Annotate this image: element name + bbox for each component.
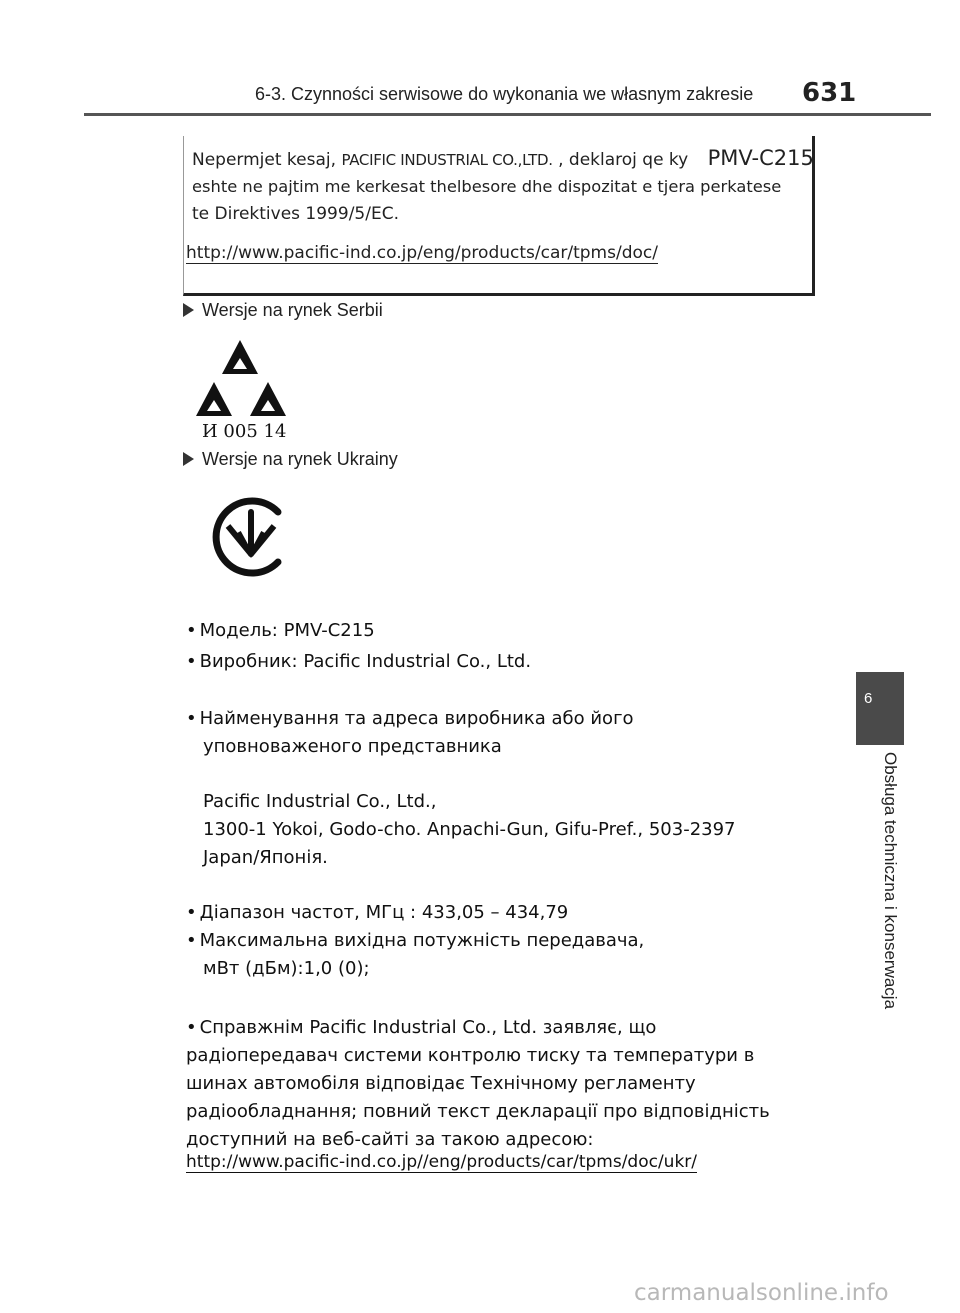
ukr-representative-line-1: • Найменування та адреса виробника або його (186, 708, 634, 729)
albania-line-2: eshte ne pajtim me kerkesat thelbesore dhe dispozitat e tjera perkatese (192, 177, 782, 196)
ukr-declaration-line-5: доступний на веб-сайті за такою адресою: (186, 1129, 594, 1150)
serbia-variant-label: Wersje na rynek Serbii (202, 300, 383, 320)
header-title: 6-3. Czynności serwisowe do wykonania we własnym zakresie (255, 84, 754, 104)
albania-line-1-tail: , deklaroj qe ky (552, 150, 689, 170)
ukr-power-line-1: • Максимальна вихідна потужність передавача, (186, 930, 644, 951)
ukraine-conformity-mark-icon (208, 494, 294, 580)
ukr-representative-line-2: уповноваженого представника (203, 736, 502, 757)
albania-url[interactable] (186, 243, 658, 263)
ukraine-variant-heading (183, 449, 398, 470)
triangle-bullet-icon (183, 452, 194, 466)
albania-model: PMV-C215 (707, 146, 814, 170)
ukr-power-line-2: мВт (дБм):1,0 (0); (203, 958, 370, 979)
ukr-declaration-line-2: радіопередавач системи контролю тиску та температури в (186, 1045, 755, 1066)
ukr-declaration-line-1: • Справжнім Pacific Industrial Co., Ltd. заявляє, що (186, 1017, 656, 1038)
watermark: carmanualsonline.info (634, 1280, 889, 1306)
header-rule (84, 113, 931, 116)
albania-notice-box (183, 136, 815, 296)
albania-url-text[interactable]: http://www.pacific-ind.co.jp/eng/products/car/tpms/doc/ (186, 243, 658, 263)
page-number: 631 (802, 78, 857, 108)
serbia-variant-heading (183, 300, 383, 321)
chapter-tab-number: 6 (864, 690, 873, 707)
ukr-manufacturer: • Виробник: Pacific Industrial Co., Ltd. (186, 651, 531, 672)
chapter-side-label: Obsługa techniczna i konserwacja (881, 752, 900, 1010)
ukraine-variant-label: Wersje na rynek Ukrainy (202, 449, 398, 469)
ukr-declaration-line-4: радіообладнання; повний текст декларації про відповідність (186, 1101, 770, 1122)
ukr-address-line-3: Japan/Японія. (203, 847, 328, 868)
chapter-tab[interactable] (856, 672, 904, 745)
ukr-frequency: • Діапазон частот, МГц : 433,05 – 434,79 (186, 902, 568, 923)
serbia-mark-code: И 005 14 (202, 421, 287, 442)
albania-line-1 (192, 146, 814, 170)
albania-line-3: te Direktives 1999/5/EC. (192, 204, 399, 224)
albania-line-1-text: Nepermjet kesaj, (192, 150, 342, 170)
triangle-bullet-icon (183, 303, 194, 317)
ukr-address-line-2: 1300-1 Yokoi, Godo-cho. Anpachi-Gun, Gifu-Pref., 503-2397 (203, 819, 736, 840)
ukr-model: • Модель: PMV-C215 (186, 620, 375, 641)
serbia-conformity-mark-icon (190, 338, 290, 420)
ukr-address-line-1: Pacific Industrial Co., Ltd., (203, 791, 437, 812)
ukr-declaration-url[interactable]: http://www.pacific-ind.co.jp//eng/products/car/tpms/doc/ukr/ (186, 1152, 698, 1172)
albania-company: PACIFIC INDUSTRIAL CO.,LTD. (341, 151, 553, 169)
ukr-declaration-line-3: шинах автомобіля відповідає Технічному регламенту (186, 1073, 696, 1094)
